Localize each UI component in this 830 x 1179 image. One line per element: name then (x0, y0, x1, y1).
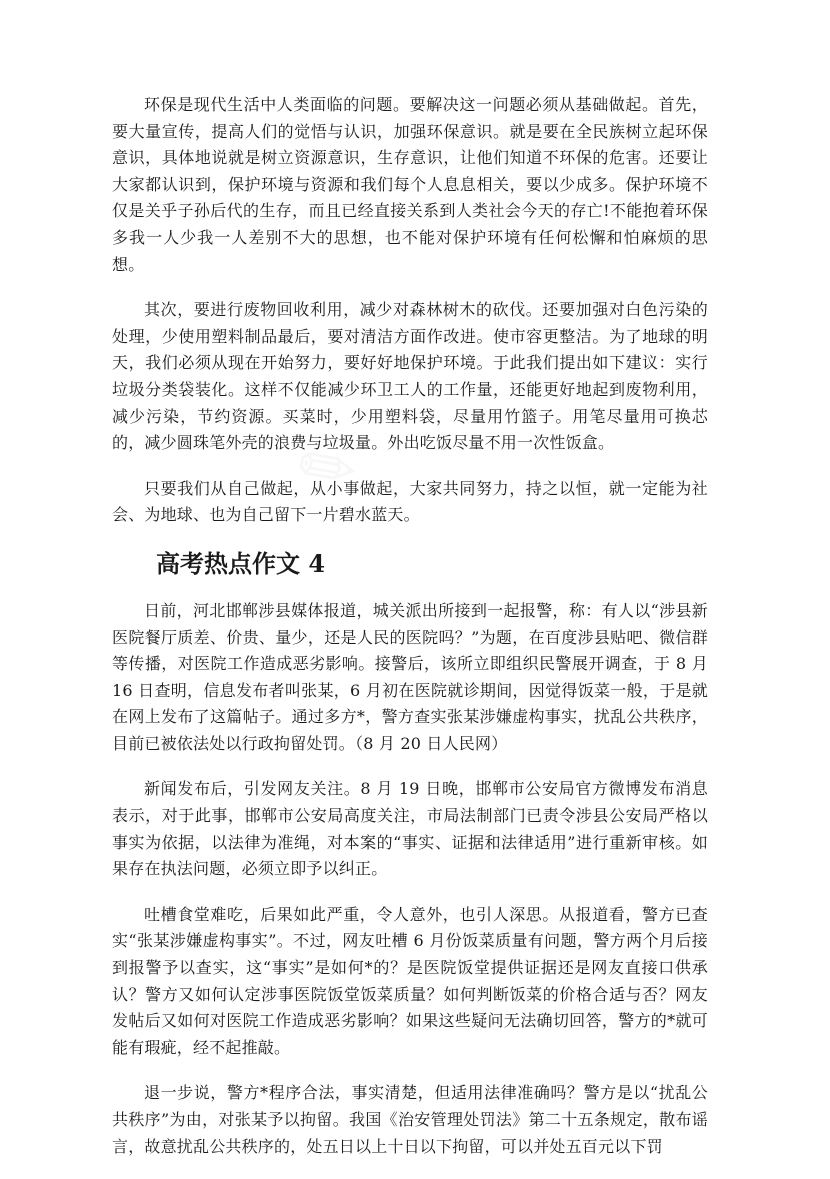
document-page (112, 92, 708, 1179)
watermark: ✎ (282, 420, 375, 519)
paragraph: 环保是现代生活中人类面临的问题。要解决这一问题必须从基础做起。首先，要大量宣传，提高人们的觉悟与认识，加强环保意识。就是要在全民族树立起环保意识，具体地说就是树立资源意识，生存意识，让他们知道不环保的危害。还要让大家都认识到，保护环境与资源和我们每个人息息相关，要以少成多。保护环境不仅是关乎子孙后代的生存，而且已经直接关系到人类社会今天的存亡!不能抱着环保多我一人少我一人差别不大的思想，也不能对保护环境有任何松懈和怕麻烦的思想。 (112, 95, 708, 274)
paragraph: 吐槽食堂难吃，后果如此严重，令人意外，也引人深思。从报道看，警方已查实“张某涉嫌虚构事实”。不过，网友吐槽 6 月份饭菜质量有问题，警方两个月后接到报警予以查实，这“事实”是如何*的？是医院饭堂提供证据还是网友直接口供承认？警方又如何认定涉事医院饭堂饭菜质量？如何判断饭菜的价格合适与否？网友发帖后又如何对医院工作造成恶劣影响？如果这些疑问无法确切回答，警方的*就可能有瑕疵，经不起推敲。 (112, 904, 708, 1057)
section-heading: 高考热点作文 4 (156, 548, 326, 578)
paragraph: 其次，要进行废物回收利用，减少对森林树木的砍伐。还要加强对白色污染的处理，少使用塑料制品最后，要对清洁方面作改进。使市容更整洁。为了地球的明天，我们必须从现在开始努力，要好好地保护环境。于此我们提出如下建议：实行垃圾分类袋装化。这样不仅能减少环卫工人的工作量，还能更好地起到废物利用，减少污染，节约资源。买菜时，少用塑料袋，尽量用竹篮子。用笔尽量用可换芯的，减少圆珠笔外壳的浪费与垃圾量。外出吃饭尽量不用一次性饭盒。 (112, 300, 708, 453)
paragraph: 退一步说，警方*程序合法，事实清楚，但适用法律准确吗？警方是以“扰乱公共秩序”为由，对张某予以拘留。我国《治安管理处罚法》第二十五条规定，散布谣言，故意扰乱公共秩序的，处五日以上十日以下拘留，可以并处五百元以下罚 (112, 1083, 708, 1156)
paragraph: 日前，河北邯郸涉县媒体报道，城关派出所接到一起报警，称：有人以“涉县新医院餐厅质差、价贵、量少，还是人民的医院吗？”为题，在百度涉县贴吧、微信群等传播，对医院工作造成恶劣影响。接警后，该所立即组织民警展开调查，于 8 月 16 日查明，信息发布者叫张某，6 月初在医院就诊期间，因觉得饭菜一般，于是就在网上发布了这篇帖子。通过多方*，警方查实张某涉嫌虚构事实，扰乱公共秩序，目前已被依法处以行政拘留处罚。（8 月 20 日人民网） (112, 600, 708, 753)
paragraph: 只要我们从自己做起，从小事做起，大家共同努力，持之以恒，就一定能为社会、为地球、也为自己留下一片碧水蓝天。 (112, 478, 708, 525)
paragraph: 新闻发布后，引发网友关注。8 月 19 日晚，邯郸市公安局官方微博发布消息表示，对于此事，邯郸市公安局高度关注，市局法制部门已责令涉县公安局严格以事实为依据，以法律为准绳，对本案的“事实、证据和法律适用”进行重新审核。如果存在执法问题，必须立即予以纠正。 (112, 779, 708, 879)
